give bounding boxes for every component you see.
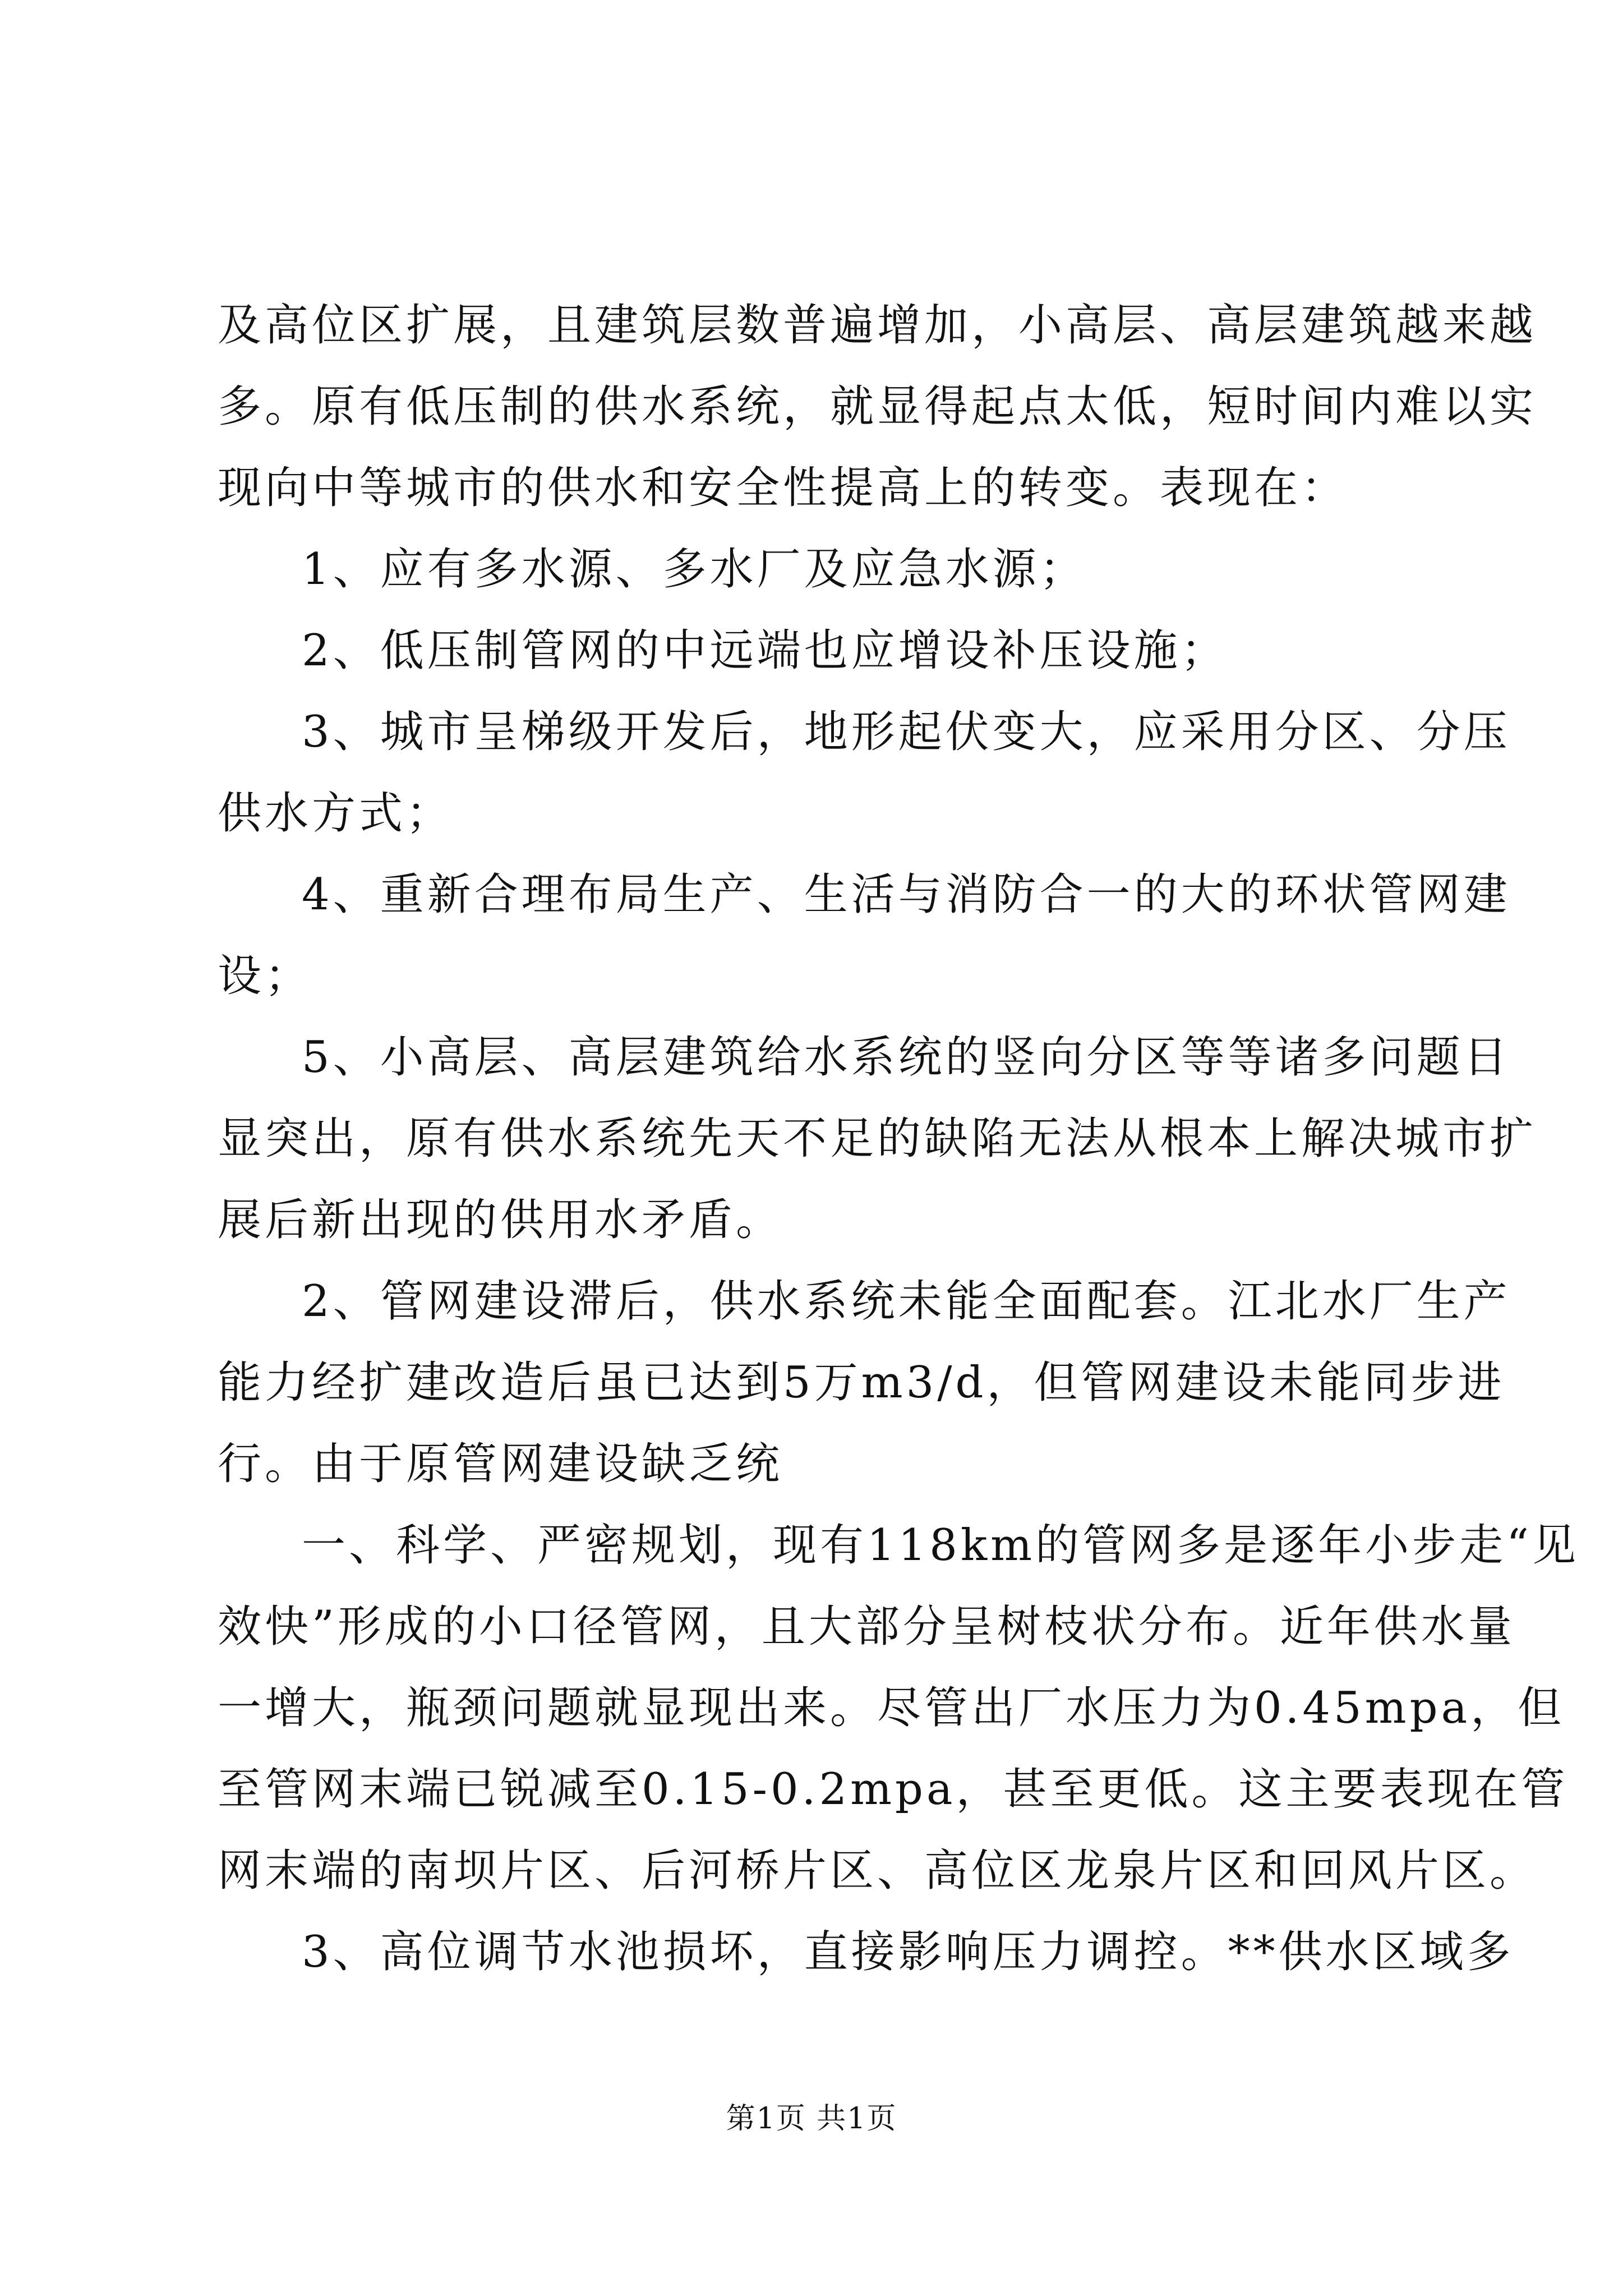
text-line: 至管网末端已锐减至0.15-0.2mpa，甚至更低。这主要表现在管	[218, 1764, 1569, 1815]
text-line: 设；	[218, 951, 312, 1001]
paragraph-start: 3、高位调节水池损坏，直接影响压力调控。**供水区域多	[302, 1927, 1514, 1977]
text-line: 能力经扩建改造后虽已达到5万m3/d，但管网建设未能同步进	[218, 1358, 1505, 1408]
list-item-3: 3、城市呈梯级开发后，地形起伏变大，应采用分区、分压	[302, 707, 1511, 757]
list-item-1: 1、应有多水源、多水厂及应急水源；	[302, 544, 1087, 595]
text-line: 展后新出现的供用水矛盾。	[218, 1195, 783, 1245]
text-line: 现向中等城市的供水和安全性提高上的转变。表现在：	[218, 463, 1349, 513]
text-line: 效快”形成的小口径管网，且大部分呈树枝状分布。近年供水量	[218, 1602, 1515, 1652]
text-line: 网末端的南坝片区、后河桥片区、高位区龙泉片区和回风片区。	[218, 1846, 1537, 1896]
list-item-4: 4、重新合理布局生产、生活与消防合一的大的环状管网建	[302, 869, 1511, 920]
text-line: 行。由于原管网建设缺乏统	[218, 1439, 783, 1489]
paragraph-start: 一、科学、严密规划，现有118km的管网多是逐年小步走“见	[302, 1520, 1579, 1571]
list-item-5: 5、小高层、高层建筑给水系统的竖向分区等等诸多问题日	[302, 1032, 1511, 1083]
text-line: 供水方式；	[218, 788, 454, 839]
paragraph-start: 2、管网建设滞后，供水系统未能全面配套。江北水厂生产	[302, 1276, 1511, 1327]
text-line: 及高位区扩展，且建筑层数普遍增加，小高层、高层建筑越来越	[218, 300, 1537, 351]
text-line: 一增大，瓶颈问题就显现出来。尽管出厂水压力为0.45mpa，但	[218, 1683, 1565, 1733]
page-footer: 第1页 共1页	[726, 2102, 897, 2136]
text-line: 显突出，原有供水系统先天不足的缺陷无法从根本上解决城市扩	[218, 1114, 1537, 1164]
list-item-2: 2、低压制管网的中远端也应增设补压设施；	[302, 625, 1228, 676]
text-line: 多。原有低压制的供水系统，就显得起点太低，短时间内难以实	[218, 381, 1537, 432]
